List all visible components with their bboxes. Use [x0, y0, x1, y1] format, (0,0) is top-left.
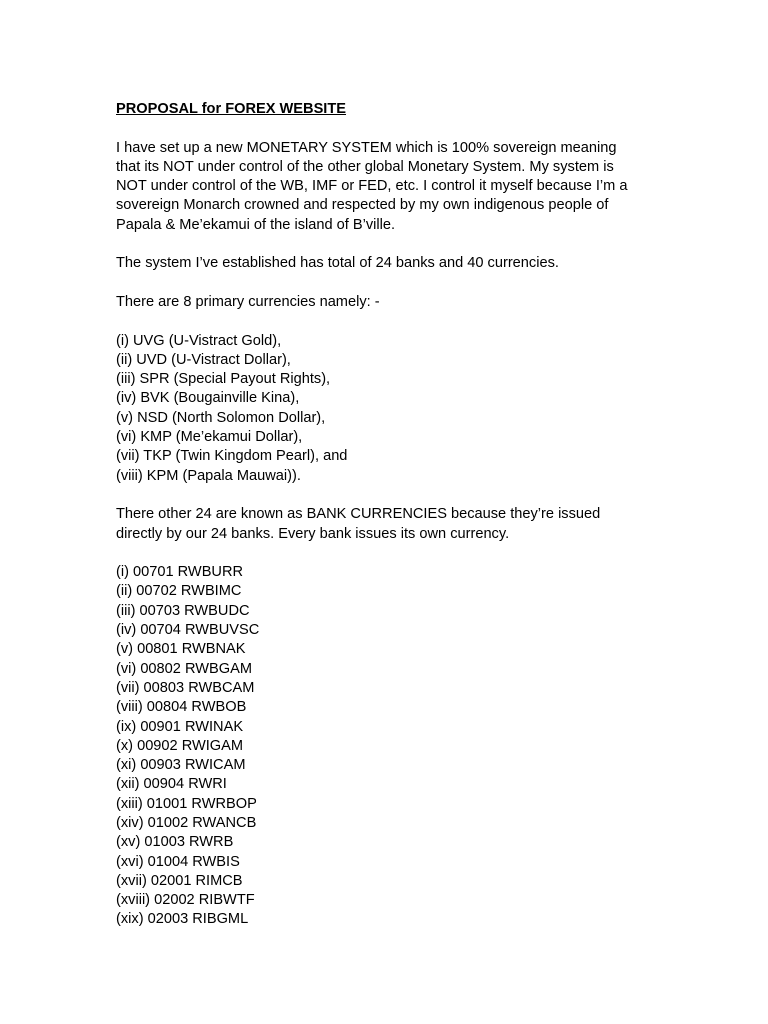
- primary-currency-list: [116, 332, 716, 486]
- list-item: (xi) 00903 RWICAM: [116, 757, 246, 774]
- intro-line: sovereign Monarch crowned and respected by my own indigenous people of: [116, 197, 609, 214]
- list-item: (xiv) 01002 RWANCB: [116, 814, 257, 831]
- list-item: (xv) 01003 RWRB: [116, 834, 234, 851]
- list-item: (ii) 00702 RWBIMC: [116, 583, 242, 600]
- list-item: (xvi) 01004 RWBIS: [116, 853, 240, 870]
- list-item: (v) NSD (North Solomon Dollar),: [116, 409, 326, 426]
- list-item: (i) UVG (U-Vistract Gold),: [116, 332, 282, 349]
- bank-intro-line: There other 24 are known as BANK CURRENCIES because they’re issued: [116, 506, 601, 523]
- list-item: (viii) KPM (Papala Mauwai)).: [116, 467, 301, 484]
- bank-currency-list: [116, 563, 716, 930]
- bank-currencies-intro: [116, 505, 716, 544]
- list-item: (ii) UVD (U-Vistract Dollar),: [116, 351, 291, 368]
- list-item: (xvii) 02001 RIMCB: [116, 872, 243, 889]
- list-item: (vi) KMP (Me’ekamui Dollar),: [116, 429, 303, 446]
- document-page: [116, 100, 716, 949]
- list-item: (x) 00902 RWIGAM: [116, 737, 244, 754]
- system-paragraph: The system I’ve established has total of 24 banks and 40 currencies.: [116, 255, 559, 272]
- document-title: PROPOSAL for FOREX WEBSITE: [116, 101, 347, 117]
- list-item: (iii) SPR (Special Payout Rights),: [116, 371, 331, 388]
- list-item: (xviii) 02002 RIBWTF: [116, 892, 255, 909]
- list-item: (ix) 00901 RWINAK: [116, 718, 244, 735]
- list-item: (vii) TKP (Twin Kingdom Pearl), and: [116, 448, 348, 465]
- list-item: (v) 00801 RWBNAK: [116, 641, 246, 658]
- list-item: (iv) 00704 RWBUVSC: [116, 622, 260, 639]
- intro-line: NOT under control of the WB, IMF or FED, etc. I control it myself because I’m a: [116, 178, 628, 195]
- intro-paragraph: [116, 139, 716, 235]
- list-item: (iv) BVK (Bougainville Kina),: [116, 390, 300, 407]
- intro-line: I have set up a new MONETARY SYSTEM which is 100% sovereign meaning: [116, 139, 617, 156]
- list-item: (iii) 00703 RWBUDC: [116, 602, 250, 619]
- list-item: (viii) 00804 RWBOB: [116, 699, 247, 716]
- bank-intro-line: directly by our 24 banks. Every bank issues its own currency.: [116, 525, 510, 542]
- list-item: (vi) 00802 RWBGAM: [116, 660, 252, 677]
- list-item: (vii) 00803 RWBCAM: [116, 679, 255, 696]
- primary-currencies-intro: There are 8 primary currencies namely: -: [116, 293, 380, 310]
- list-item: (xix) 02003 RIBGML: [116, 911, 249, 928]
- list-item: (i) 00701 RWBURR: [116, 564, 244, 581]
- intro-line: Papala & Me’ekamui of the island of B’ville.: [116, 216, 396, 233]
- list-item: (xii) 00904 RWRI: [116, 776, 227, 793]
- list-item: (xiii) 01001 RWRBOP: [116, 795, 257, 812]
- intro-line: that its NOT under control of the other global Monetary System. My system is: [116, 158, 614, 175]
